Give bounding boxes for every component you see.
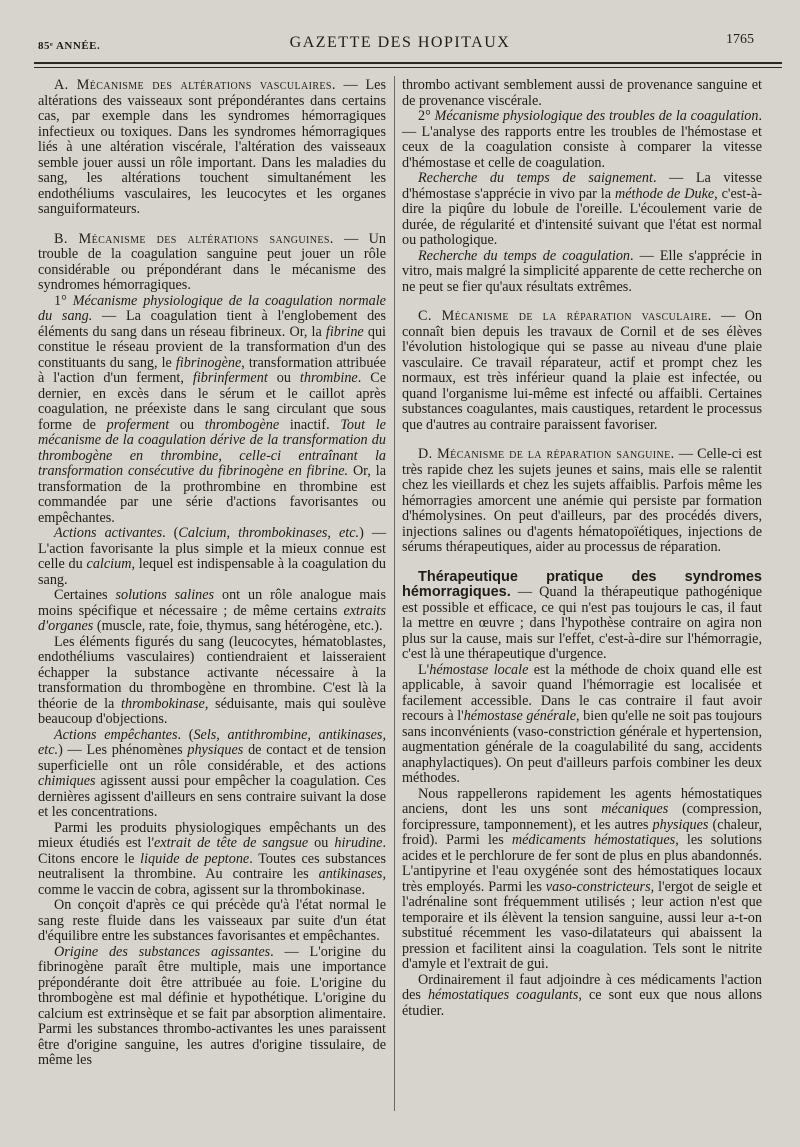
italic-term: thrombokinase <box>121 695 205 712</box>
italic-term: hémostatiques coagulants <box>427 987 579 1003</box>
paragraph-text: . — La vitesse d'hémostase s'apprécie in vivo par la <box>402 170 762 202</box>
italic-term: fibrine <box>325 323 364 340</box>
paragraph-text: — Quand la thérapeutique pathogénique est possible et efficace, ce qui n'est pas toujours le cas, il faut la mettre en œuvre ; dans l'hypothèse contraire on agira non plus sur la cause, mais sur l'effet, c'est-à-dire sur l'hémorragie, c'est là une thérapeutique d'urgence. <box>402 584 762 662</box>
italic-term: thrombine <box>299 370 358 386</box>
paragraph-text: (compression, forcipressure, tamponnement), et les autres <box>402 801 762 833</box>
paragraph-text: , bien qu'elle ne soit pas toujours sans inconvénients (vaso-constriction générale et hypertension, augmentation générale de la coagulabilité du sang, accidents anaphylactiques). On peut d'ailleurs parfois combiner les deux méthodes. <box>402 708 762 786</box>
paragraph-text: ) — Les phénomènes <box>58 742 188 758</box>
running-head <box>0 30 800 58</box>
italic-term: Origine des substances agissantes <box>54 943 271 960</box>
italic-term: extrait de tête de sangsue <box>154 835 309 851</box>
paragraph <box>402 78 762 109</box>
paragraph <box>38 78 386 218</box>
paragraph-text: ou <box>308 835 335 851</box>
paragraph-text: Les éléments figurés du sang (leucocytes, hématoblastes, endothéliums vasculaires) contiendraient et laisseraient échapper la substance activante nécessaire à la transformation du thrombogène en thrombine. C'est là la théorie de la <box>38 633 386 712</box>
italic-term: Actions activantes <box>54 525 163 541</box>
paragraph-text: 2° <box>418 108 435 124</box>
paragraph <box>38 232 386 294</box>
italic-term: Mécanisme physiologique des troubles de la coagulation <box>434 108 759 124</box>
paragraph-text: ou <box>169 416 205 433</box>
italic-term: Actions empêchantes <box>54 726 178 743</box>
italic-term: physiques <box>652 816 709 833</box>
italic-term: calcium <box>86 556 132 572</box>
paragraph-text: , lequel est indispensable à la coagulation du sang. <box>38 556 387 588</box>
journal-title: GAZETTE DES HOPITAUX <box>289 34 511 51</box>
paragraph-text: ou <box>267 370 300 386</box>
italic-term: médicaments hémostatiques <box>511 832 676 848</box>
italic-term: hirudine <box>334 835 383 851</box>
paragraph-text: Certaines <box>54 587 116 603</box>
italic-term: Calcium, thrombokinases, etc. <box>178 525 360 541</box>
italic-term: solutions salines <box>115 587 215 603</box>
italic-term: liquide de peptone <box>140 850 250 867</box>
section-heading: Thérapeutique pratique des syndromes hémorragiques. <box>402 568 762 600</box>
section-lead: A. Mécanisme des altérations vasculaires. <box>54 77 336 93</box>
paragraph-text: Nous rappellerons rapidement les agents hémostatiques anciens, dont les uns sont <box>402 785 762 817</box>
paragraph-text: Ordinairement il faut adjoindre à ces médicaments l'action des <box>402 971 762 1003</box>
header-rule-thin <box>34 67 782 68</box>
italic-term: méthode de Duke <box>614 185 715 202</box>
paragraph-text: agissent aussi pour empêcher la coagulation. Ces dernières agissent d'ailleurs en sens contraire suivant la dose et les concentrations. <box>38 773 386 820</box>
paragraph <box>402 309 762 433</box>
section-lead: D. Mécanisme de la réparation sanguine. <box>418 446 675 462</box>
italic-term: hémostase locale <box>429 661 529 678</box>
paragraph <box>402 109 762 171</box>
paragraph-text: Or, la transformation de la prothrombine en thrombine est commandée par une série d'actions favorisantes ou empêchantes. <box>38 463 386 526</box>
italic-term: hémostase générale <box>463 708 577 724</box>
paragraph-text: — Un trouble de la coagulation sanguine peut jouer un rôle considérable ou prépondérant dans le mécanisme des syndromes hémorragiques. <box>38 230 386 293</box>
paragraph <box>402 447 762 556</box>
paragraph <box>38 588 386 635</box>
paragraph <box>402 973 762 1020</box>
paragraph-text: Parmi les produits physiologiques empêchants un des mieux étudiés est l' <box>38 819 386 851</box>
paragraph <box>38 945 386 1069</box>
italic-term: antikinases <box>318 866 383 882</box>
paragraph-text: . Toutes ces substances neutralisent la thrombine. Au contraire les <box>38 850 386 882</box>
paragraph-text: 1° <box>54 292 73 309</box>
italic-term: thrombogène <box>204 416 280 433</box>
italic-term: Recherche du temps de saignement <box>418 170 653 186</box>
italic-term: Recherche du temps de coagulation <box>418 247 631 264</box>
paragraph-text: . ( <box>162 525 179 541</box>
section-lead: B. Mécanisme des altérations sanguines. <box>54 230 334 247</box>
paragraph <box>402 663 762 787</box>
paragraph-text: de contact et de tension superficielle ont un rôle considérable, et des actions <box>38 742 386 774</box>
paragraph <box>402 787 762 973</box>
paragraph-text: . ( <box>177 726 194 743</box>
paragraph-text: , ce sont eux que nous allons étudier. <box>402 987 762 1019</box>
italic-term: physiques <box>187 742 244 758</box>
italic-term: Sels, antithrombine, antikinases, etc. <box>38 726 386 758</box>
italic-term: chimiques <box>38 773 96 789</box>
paragraph-text: est la méthode de choix quand elle est applicable, à savoir quand l'hémorragie est localisée et facilement accessible. Dans le cas contraire il faut avoir recours à l' <box>402 661 762 724</box>
paragraph-text: , comme le vaccin de cobra, agissent sur la thrombokinase. <box>38 866 386 898</box>
paragraph-text: , les solutions acides et le perchlorure de fer sont de plus en plus abandonnés. L'antipyrine et l'eau oxygénée sont des hémostatiques locaux très employés. Parmi les <box>402 832 762 895</box>
paragraph-text: qui constitue le réseau provient de la transformation d'un des constituants du sang, le <box>38 323 386 371</box>
paragraph-text: ) — L'action favorisante la plus simple et la mieux connue est celle du <box>38 525 387 572</box>
paragraph <box>38 526 386 588</box>
paragraph-text: On conçoit d'après ce qui précède qu'à l'état normal le sang reste fluide dans les vaisseaux par suite d'un état d'équilibre entre les substances favorisantes et empêchantes. <box>38 897 386 944</box>
paragraph <box>38 821 386 899</box>
italic-term: fibrinferment <box>192 370 268 386</box>
column-divider <box>394 76 395 1111</box>
paragraph-text: , transformation attribuée à l'action d'un ferment, <box>38 354 387 386</box>
paragraph-text: . — L'origine du fibrinogène paraît être multiple, mais une importance prépondérante doit être attribuée au foie. L'origine du thrombogène est mal définie et hypothétique. L'origine du calcium est extrinsèque et se fait par absorption alimentaire. Parmi les substances thrombo-activantes les unes paraissent être d'origine sanguine, les autres d'origine tissulaire, de même les <box>38 943 386 1068</box>
paragraph <box>38 898 386 945</box>
paragraph <box>38 635 386 728</box>
paragraph-text: . Citons encore le <box>38 835 387 867</box>
italic-term: mécaniques <box>601 801 669 817</box>
italic-term: extraits d'organes <box>38 602 386 634</box>
italic-term: vaso-constricteurs <box>545 878 651 895</box>
paragraph-text: (chaleur, froid). Parmi les <box>402 816 763 848</box>
paragraph-text: — On connaît bien depuis les travaux de Cornil et de ses élèves l'évolution histologique qui se passe au niveau d'une plaie vasculaire. Ce travail réparateur, actif et prompt chez les normaux, est très inférieur quand la plaie est infectée, ou quand l'organisme lui-même est infecté ou affaibli. Certaines substances coagulantes, mais caustiques, retardent le processus que d'autres au contraire paraissent favoriser. <box>402 308 763 433</box>
paragraph-text: — Les altérations des vaisseaux sont prépondérantes dans certains cas, par exemple dans les syndromes hémorragiques infectieux ou toxiques. Dans les syndromes hémorragiques liés à une altération viscérale, l'altération des vaisseaux semble jouer aussi un rôle important. Dans les maladies du sang, les altérations touchent simultanément les endothéliums vasculaires, les leucocytes et les organes sanguiformateurs. <box>38 77 386 217</box>
paragraph-text: thrombo activant semblement aussi de provenance sanguine et de provenance viscérale. <box>402 77 762 109</box>
paragraph-text: L' <box>418 661 430 678</box>
paragraph <box>402 171 762 249</box>
section-lead: C. Mécanisme de la réparation vasculaire. <box>418 308 712 324</box>
paragraph <box>402 570 762 663</box>
paragraph-text: , c'est-à-dire la piqûre du lobule de l'oreille. L'écoulement varie de durée, de régularité et d'intensité suivant que l'état est normal ou pathologique. <box>402 185 762 248</box>
paragraph-text: (muscle, rate, foie, thymus, sang hétérogène, etc.). <box>93 618 383 634</box>
italic-term: proferment <box>106 416 170 433</box>
header-rule-thick <box>34 62 782 64</box>
paragraph-text: — La coagulation tient à l'englobement des éléments du sang dans un réseau fibrineux. Or, la <box>38 308 386 340</box>
paragraph-text: , séduisante, mais qui soulève beaucoup d'objections. <box>38 695 386 727</box>
paragraph <box>38 294 386 527</box>
paragraph <box>402 249 762 296</box>
paragraph-text: ont un rôle analogue mais moins spécifique et nécessaire ; de même certains <box>38 587 387 619</box>
page-number: 1765 <box>726 32 754 47</box>
paragraph-text: inactif. <box>279 416 341 433</box>
paragraph-text: . — L'analyse des rapports entre les troubles de l'hémostase et ceux de la coagulation consiste à comparer la vitesse d'hémostase et celle de coagulation. <box>402 108 762 171</box>
italic-term: fibrinogène <box>175 354 242 371</box>
italic-term: Tout le mécanisme de la coagulation dérive de la transformation du thrombogène en thrombine, celle-ci entraînant la transformation consécutive du fibrinogène en fibrine. <box>38 416 386 479</box>
year-label: 85ᵉ ANNÉE. <box>38 40 101 52</box>
paragraph <box>38 728 386 821</box>
right-column <box>402 78 762 1019</box>
paragraph-text: , l'ergot de seigle et l'adrénaline sont fréquemment utilisés ; leur action n'est que temporaire et ils élèvent la tension sanguine, aussi leur a-t-on substitué récemment les vaso-dilatateurs qui abaissent la pression et facilitent ainsi la coagulation. Tels sont le nitrite d'amyle et l'extrait de gui. <box>402 878 762 972</box>
paragraph-text: . Ce dernier, en excès dans le sérum et le caillot après coagulation, ne préexiste dans le sang circulant que sous forme de <box>38 370 387 433</box>
paragraph-text: . — Elle s'apprécie in vitro, mais malgré la simplicité apparente de cette recherche on ne peut se fier qu'aux résultats extrêmes. <box>402 247 762 295</box>
paragraph-text: — Celle-ci est très rapide chez les sujets jeunes et sains, mais elle se ralentit chez les vieillards et chez les sujets affaiblis. Parfois même les hémorragies amorcent une anémie qui persiste par formation d'hémolysines. On peut d'ailleurs, par des procédés divers, injections salines ou d'agents hématopoïétiques, injections de sérums thérapeutiques, aider au processus de réparation. <box>402 446 762 555</box>
italic-term: Mécanisme physiologique de la coagulation normale du sang. <box>38 292 386 324</box>
left-column <box>38 78 386 1069</box>
